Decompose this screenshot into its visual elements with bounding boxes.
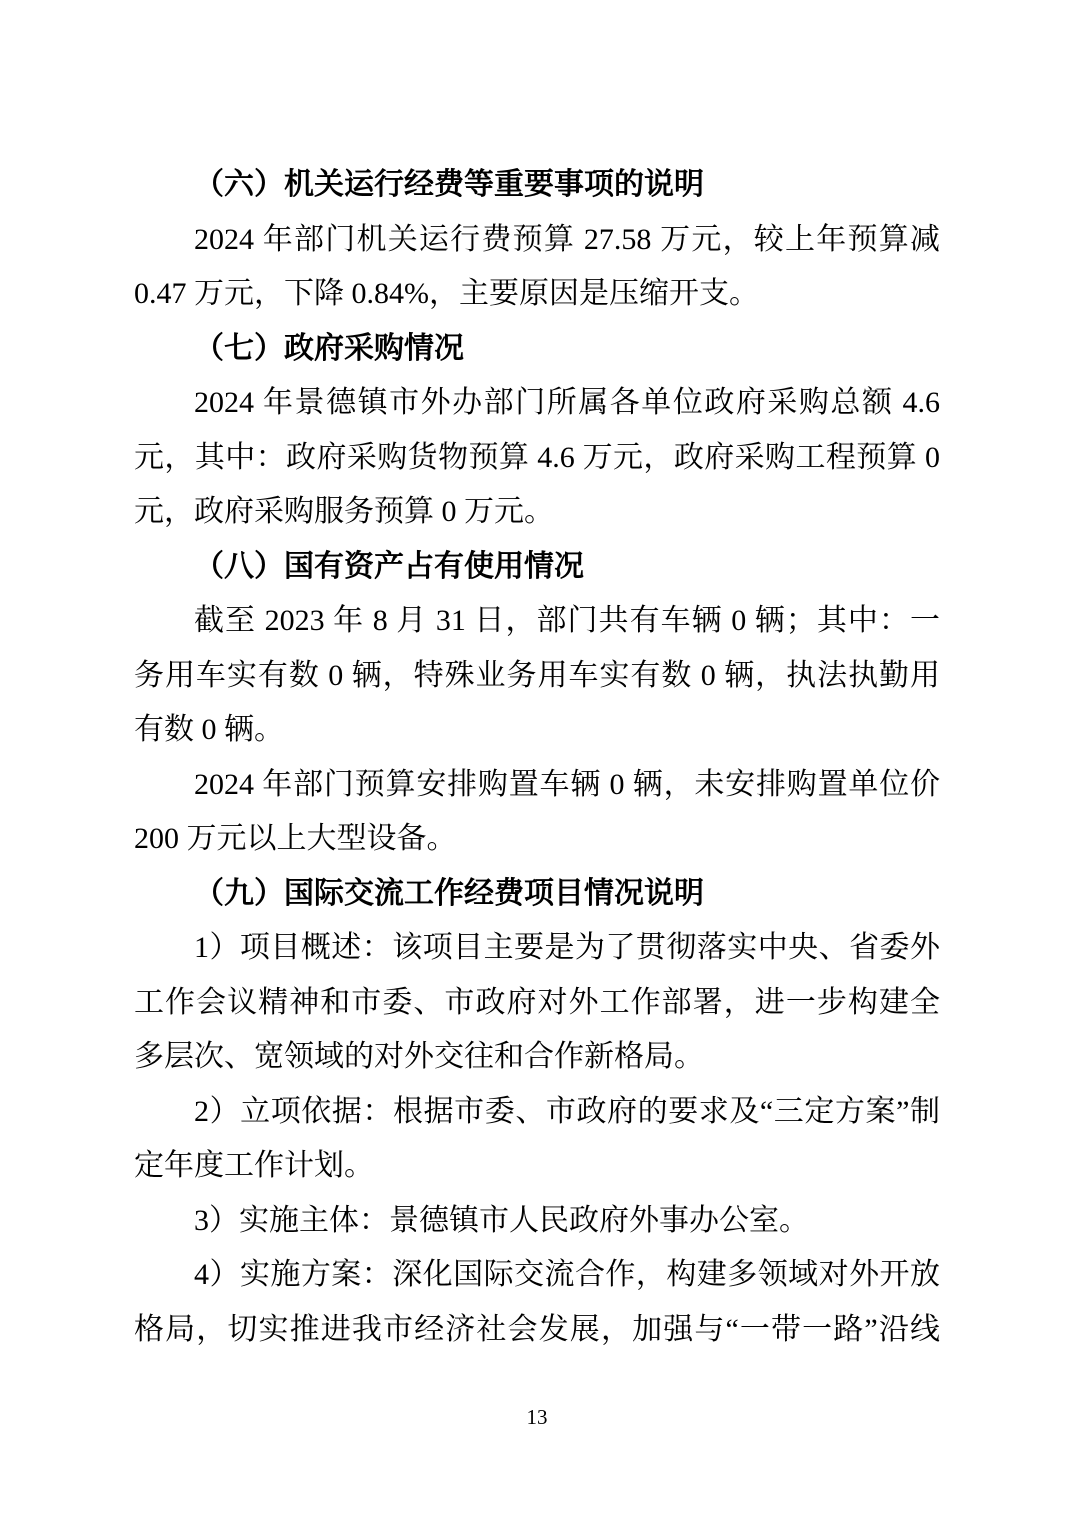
section-heading-8: （八）国有资产占有使用情况 [194, 549, 584, 583]
section-heading-9: （九）国际交流工作经费项目情况说明 [194, 876, 704, 910]
paragraph-line: 200 万元以上大型设备。 [134, 822, 457, 855]
paragraph-line: 工作会议精神和市委、市政府对外工作部署，进一步构建全 [134, 985, 940, 1019]
paragraph-line: 4）实施方案：深化国际交流合作，构建多领域对外开放 [194, 1258, 940, 1291]
paragraph-line: 2024 年景德镇市外办部门所属各单位政府采购总额 4.6 [194, 386, 940, 419]
paragraph-line: 1）项目概述：该项目主要是为了贯彻落实中央、省委外 [194, 931, 940, 964]
paragraph-line: 3）实施主体：景德镇市人民政府外事办公室。 [194, 1203, 809, 1237]
paragraph-line: 2）立项依据：根据市委、市政府的要求及“三定方案”制 [194, 1094, 940, 1128]
paragraph-line: 0.47 万元，下降 0.84%，主要原因是压缩开支。 [134, 277, 759, 310]
paragraph-line: 有数 0 辆。 [134, 713, 284, 746]
section-heading-7: （七）政府采购情况 [194, 331, 464, 365]
section-heading-6: （六）机关运行经费等重要事项的说明 [194, 168, 704, 201]
page-number: 13 [526, 1405, 548, 1429]
paragraph-line: 2024 年部门预算安排购置车辆 0 辆，未安排购置单位价 [194, 767, 940, 801]
paragraph-line: 2024 年部门机关运行费预算 27.58 万元，较上年预算减 [194, 222, 940, 256]
paragraph-line: 格局，切实推进我市经济社会发展，加强与“一带一路”沿线 [134, 1312, 940, 1346]
paragraph-line: 多层次、宽领域的对外交往和合作新格局。 [134, 1040, 704, 1073]
paragraph-line: 务用车实有数 0 辆，特殊业务用车实有数 0 辆，执法执勤用 [134, 658, 940, 692]
paragraph-line: 元，其中：政府采购货物预算 4.6 万元，政府采购工程预算 0 [134, 440, 940, 474]
page-footer [0, 1402, 1074, 1432]
paragraph-line: 元，政府采购服务预算 0 万元。 [134, 495, 554, 528]
paragraph-line: 定年度工作计划。 [134, 1149, 374, 1182]
paragraph-line: 截至 2023 年 8 月 31 日，部门共有车辆 0 辆；其中：一 [194, 604, 940, 637]
